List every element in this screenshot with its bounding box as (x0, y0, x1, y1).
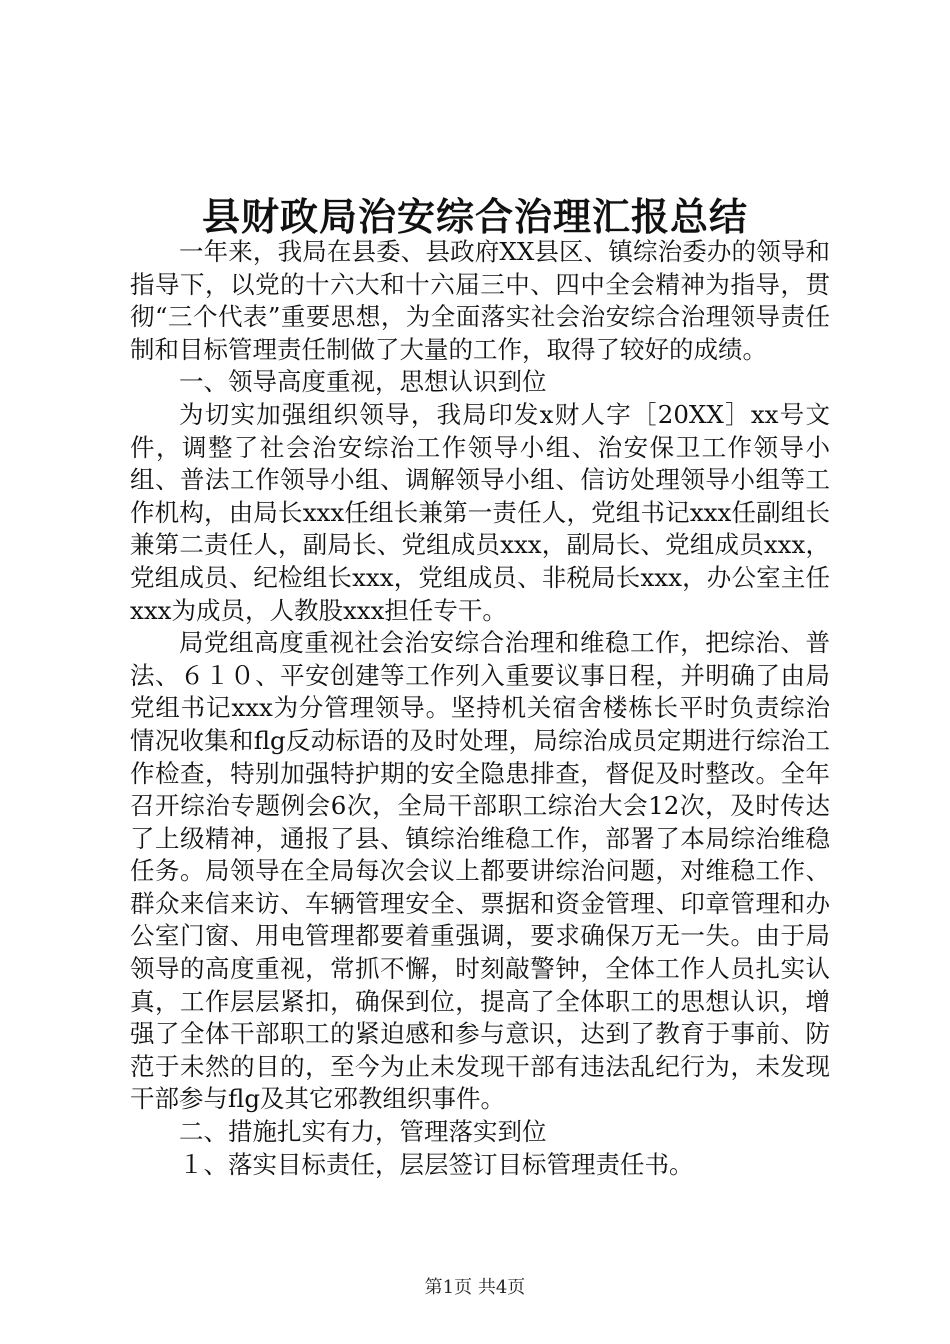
section-heading-2: 二、措施扎实有力，管理落实到位 (179, 1117, 547, 1147)
paragraph-leadership: 局党组高度重视社会治安综合治理和维稳工作，把综治、普法、６１０、平安创建等工作列入重要议事日程，并明确了由局党组书记xxx为分管理领导。坚持机关宿舍楼栋长平时负责综治情况收集和flg反动标语的及时处理，局综治成员定期进行综治工作检查，特别加强特护期的安全隐患排查，督促及时整改。全年召开综治专题例会6次，全局干部职工综治大会12次，及时传达了上级精神，通报了县、镇综治维稳工作，部署了本局综治维稳任务。局领导在全局每次会议上都要讲综治问题，对维稳工作、群众来信来访、车辆管理安全、票据和资金管理、印章管理和办公室门窗、用电管理都要着重强调，要求确保万无一失。由于局领导的高度重视，常抓不懈，时刻敲警钟，全体工作人员扎实认真，工作层层紧扣，确保到位，提高了全体职工的思想认识，增强了全体干部职工的紧迫感和参与意识，达到了教育于事前、防范于未然的目的，至今为止未发现干部有违法乱纪行为，未发现干部参与flg及其它邪教组织事件。 (130, 628, 830, 1114)
paragraph-organization: 为切实加强组织领导，我局印发x财人字［20XX］xx号文件，调整了社会治安综治工作领导小组、治安保卫工作领导小组、普法工作领导小组、调解领导小组、信访处理领导小组等工作机构，由局长xxx任组长兼第一责任人，党组书记xxx任副组长兼第二责任人，副局长、党组成员xxx，副局长、党组成员xxx，党组成员、纪检组长xxx，党组成员、非税局长xxx，办公室主任xxx为成员，人教股xxx担任专干。 (130, 399, 830, 625)
subsection-item-1: １、落实目标责任，层层签订目标管理责任书。 (179, 1149, 694, 1179)
document-title: 县财政局治安综合治理汇报总结 (201, 195, 748, 239)
paragraph-intro: 一年来，我局在县委、县政府XX县区、镇综治委办的领导和指导下，以党的十六大和十六届三中、四中全会精神为指导，贯彻“三个代表”重要思想，为全面落实社会治安综合治理领导责任制和目标管理责任制做了大量的工作，取得了较好的成绩。 (130, 237, 830, 364)
document-body (130, 236, 830, 1181)
page-number-footer: 第1页 共4页 (424, 1277, 526, 1298)
section-heading-1: 一、领导高度重视，思想认识到位 (179, 367, 547, 397)
